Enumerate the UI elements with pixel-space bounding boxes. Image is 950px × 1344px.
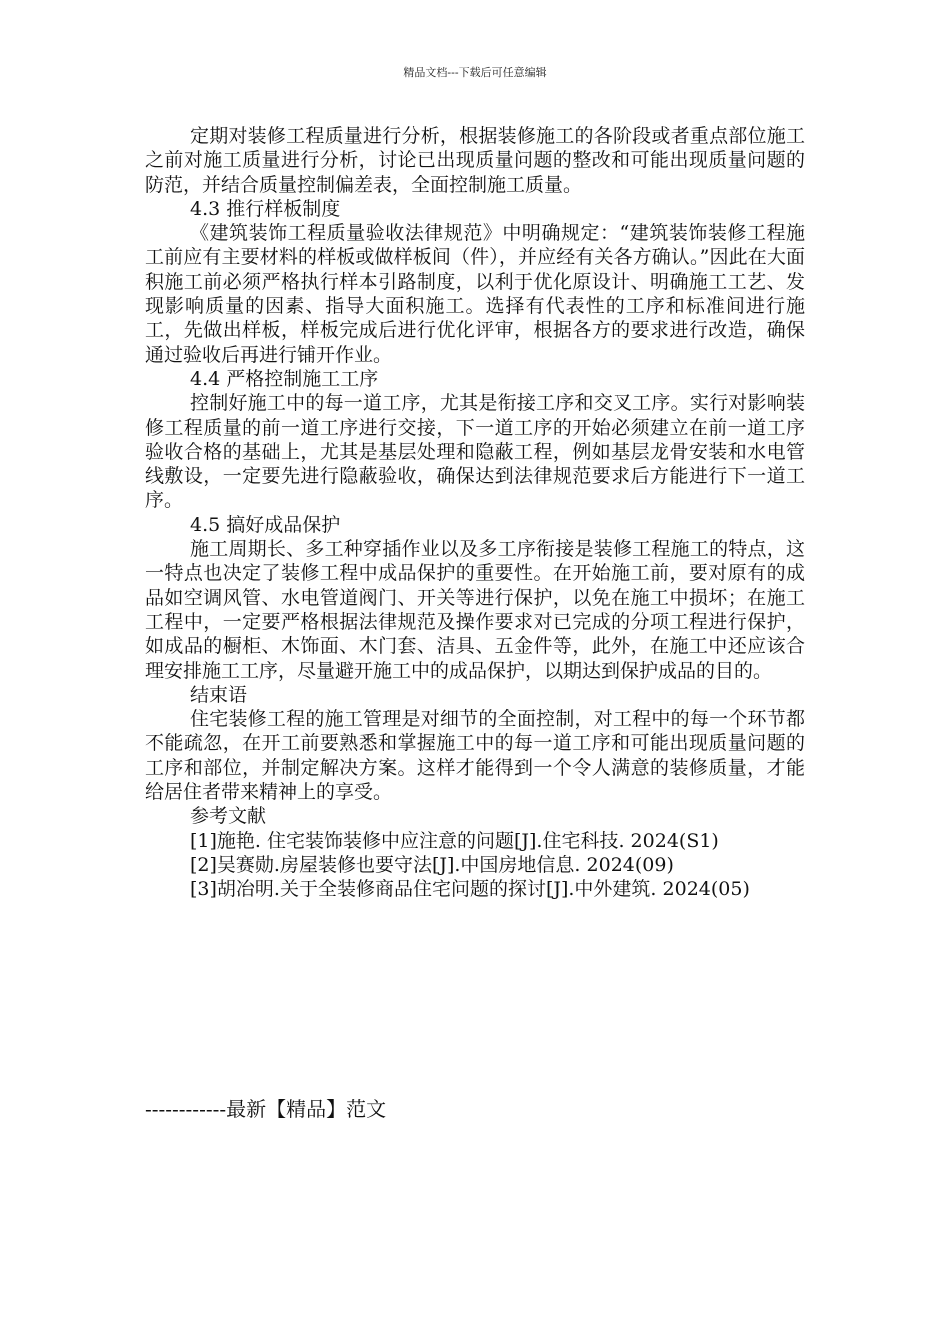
paragraph-conclusion: 住宅装修工程的施工管理是对细节的全面控制，对工程中的每一个环节都不能疏忽，在开工前要熟悉和掌握施工中的每一道工序和可能出现质量问题的工序和部位，并制定解决方案。这样才能得到一个令人满意的装修质量，才能给居住者带来精神上的享受。	[145, 708, 805, 804]
paragraph-process-control: 控制好施工中的每一道工序，尤其是衔接工序和交叉工序。实行对影响装修工程质量的前一道工序进行交接，下一道工序的开始必须建立在前一道工序验收合格的基础上，尤其是基层处理和隐蔽工程，例如基层龙骨安装和水电管线敷设，一定要先进行隐蔽验收，确保达到法律规范要求后方能进行下一道工序。	[145, 392, 805, 512]
section-heading-4-4: 4.4 严格控制施工工序	[190, 367, 379, 390]
footer-tagline: ------------最新【精品】范文	[145, 1097, 387, 1121]
section-heading-references: 参考文献	[190, 805, 267, 828]
paragraph-sample-system: 《建筑装饰工程质量验收法律规范》中明确规定：“建筑装饰装修工程施工前应有主要材料的样板或做样板间（件），并应经有关各方确认。”因此在大面积施工前必须严格执行样本引路制度，以利于优化原设计、明确施工工艺、发现影响质量的因素、指导大面积施工。选择有代表性的工序和标准间进行施工，先做出样板，样板完成后进行优化评审，根据各方的要求进行改造，确保通过验收后再进行铺开作业。	[145, 222, 805, 366]
reference-item: [1]施艳. 住宅装饰装修中应注意的问题[J].住宅科技. 2024(S1)	[190, 829, 719, 852]
section-heading-4-5: 4.5 搞好成品保护	[190, 513, 341, 536]
page-header: 精品文档---下载后可任意编辑	[403, 66, 547, 79]
document-body	[145, 124, 805, 902]
paragraph-quality-analysis: 定期对装修工程质量进行分析，根据装修施工的各阶段或者重点部位施工之前对施工质量进行分析，讨论已出现质量问题的整改和可能出现质量问题的防范，并结合质量控制偏差表，全面控制施工质量。	[145, 125, 805, 196]
reference-item: [2]吴赛勋.房屋装修也要守法[J].中国房地信息. 2024(09)	[190, 853, 674, 876]
section-heading-conclusion: 结束语	[190, 683, 248, 706]
paragraph-product-protection: 施工周期长、多工种穿插作业以及多工序衔接是装修工程施工的特点，这一特点也决定了装修工程中成品保护的重要性。在开始施工前，要对原有的成品如空调风管、水电管道阀门、开关等进行保护，以免在施工中损坏；在施工工程中，一定要严格根据法律规范及操作要求对已完成的分项工程进行保护，如成品的橱柜、木饰面、木门套、洁具、五金件等，此外，在施工中还应该合理安排施工工序，尽量避开施工中的成品保护，以期达到保护成品的目的。	[145, 538, 805, 682]
section-heading-4-3: 4.3 推行样板制度	[190, 197, 341, 220]
reference-item: [3]胡冶明.关于全装修商品住宅问题的探讨[J].中外建筑. 2024(05)	[190, 878, 750, 901]
